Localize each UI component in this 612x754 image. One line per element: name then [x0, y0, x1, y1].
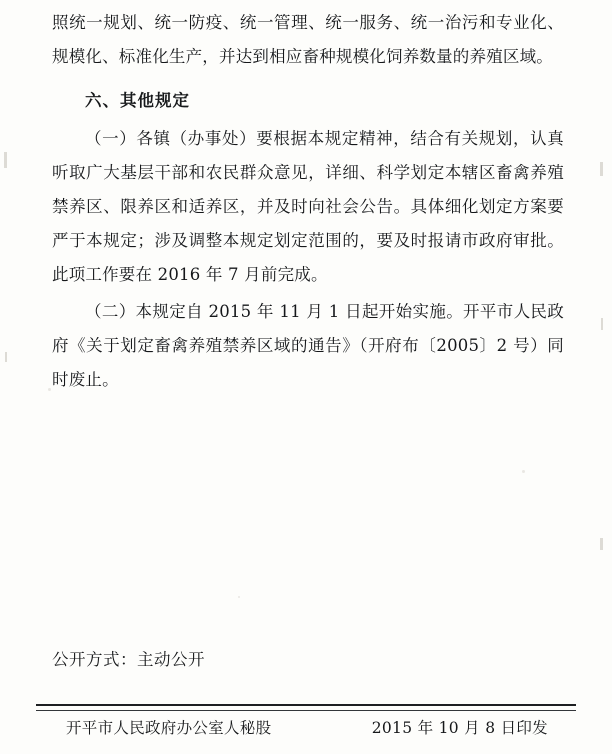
document-body [52, 6, 564, 400]
scan-edge-mark-right-low [600, 538, 603, 550]
paragraph-item-one: （一）各镇（办事处）要根据本规定精神，结合有关规划，认真听取广大基层干部和农民群众意见，详细、科学划定本辖区畜禽养殖禁养区、限养区和适养区，并及时向社会公告。具体细化划定方案要严于本规定；涉及调整本规定划定范围的，要及时报请市政府审批。此项工作要在 2016 年 7 月前完成。 [52, 129, 564, 284]
footer-date: 2015 年 10 月 8 日印发 [371, 719, 548, 737]
scan-edge-mark-right-top [600, 162, 603, 176]
scan-edge-mark-left-top [4, 152, 7, 168]
scan-edge-mark-left-mid [5, 352, 7, 362]
footer-divider-thick [36, 704, 576, 706]
paragraph-continued: 照统一规划、统一防疫、统一管理、统一服务、统一治污和专业化、规模化、标准化生产，并达到相应畜种规模化饲养数量的养殖区域。 [52, 13, 564, 66]
public-mode-label: 公开方式： [52, 650, 137, 669]
public-mode-line [52, 646, 205, 674]
document-footer [36, 716, 576, 738]
scan-speck-c [238, 596, 240, 598]
paragraph-item-two: （二）本规定自 2015 年 11 月 1 日起开始实施。开平市人民政府《关于划定畜禽养殖禁养区域的通告》（开府布〔2005〕2 号）同时废止。 [52, 302, 564, 389]
section-heading-six: 六、其他规定 [85, 91, 190, 110]
scan-speck-a [48, 388, 51, 391]
scan-speck-b [522, 470, 525, 473]
public-mode-value: 主动公开 [137, 650, 205, 669]
footer-divider-thin [36, 710, 576, 711]
scan-edge-mark-right-mid [601, 318, 603, 330]
footer-issuer: 开平市人民政府办公室人秘股 [66, 719, 272, 737]
